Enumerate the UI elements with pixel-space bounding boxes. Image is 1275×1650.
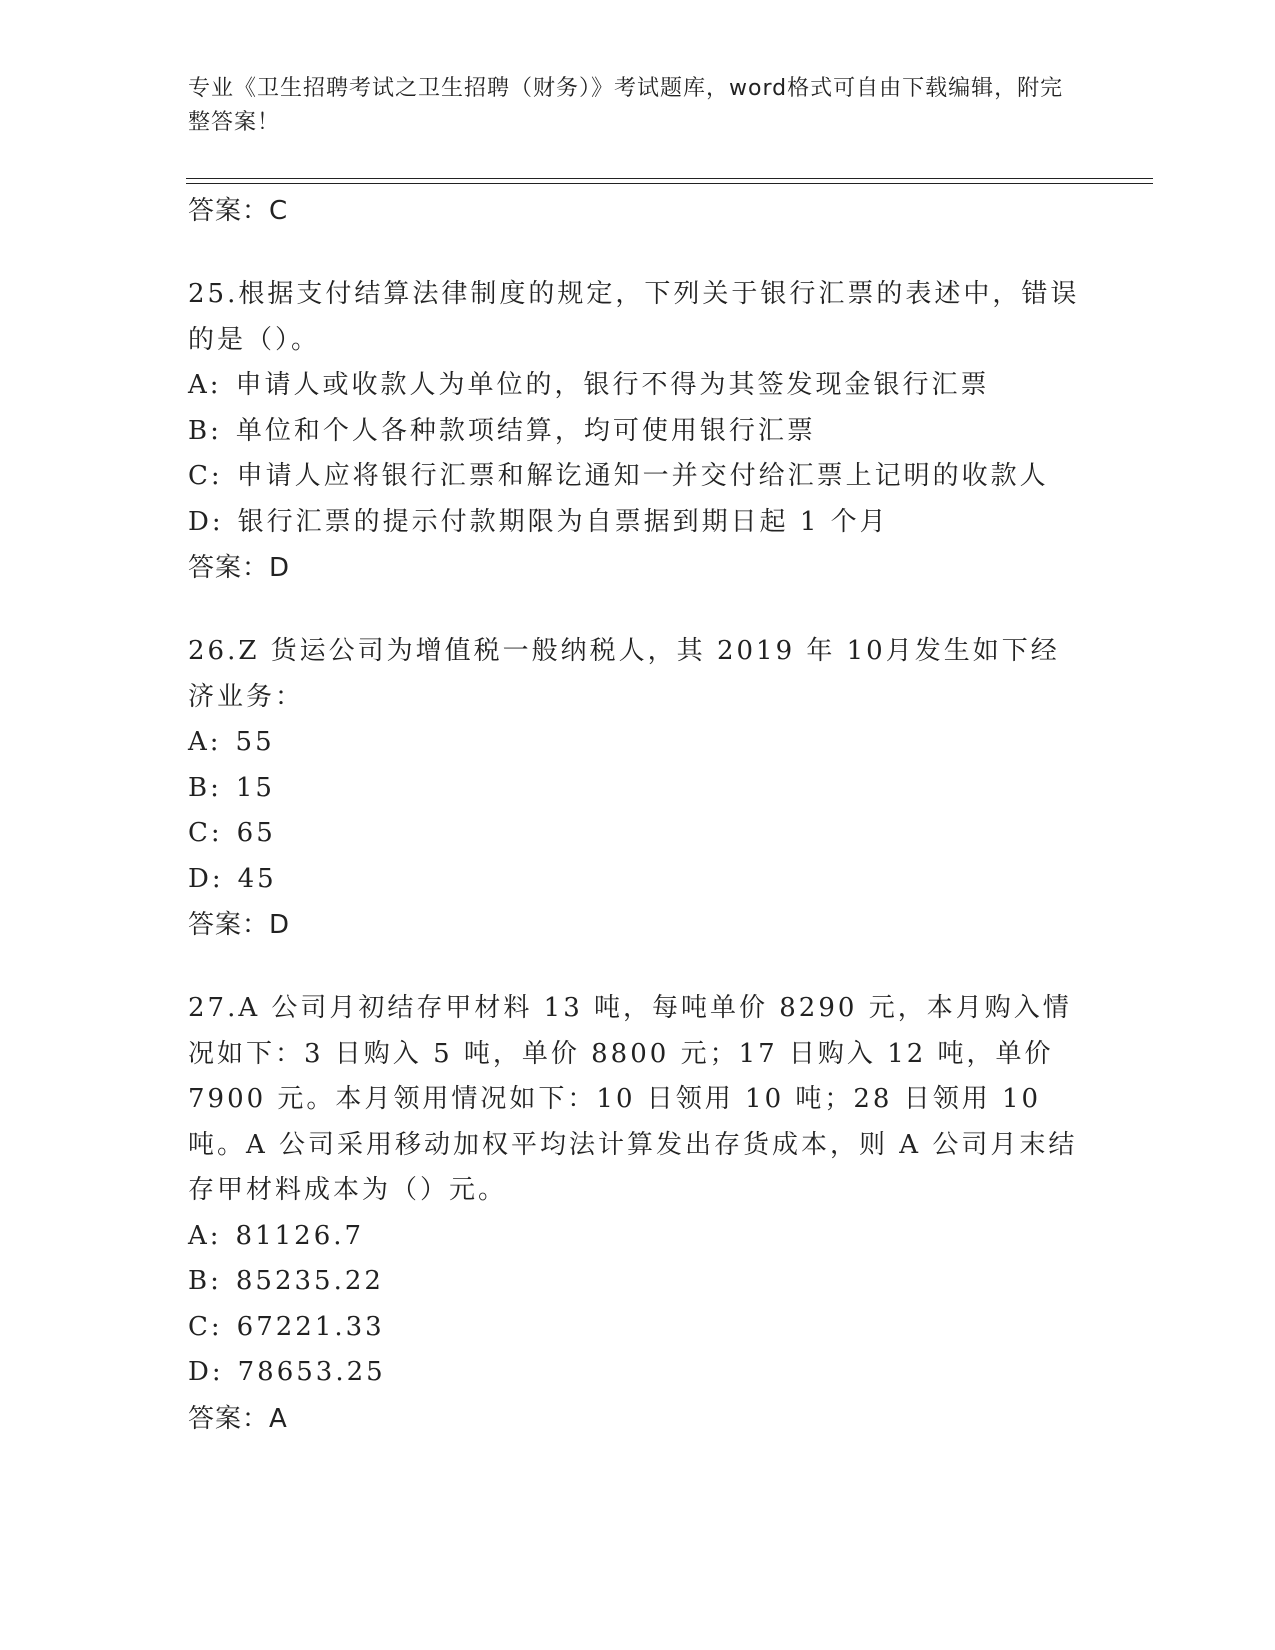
- document-header: 专业《卫生招聘考试之卫生招聘（财务）》考试题库，word格式可自由下载编辑，附完整答案！: [188, 76, 1064, 135]
- option-letter: C:: [188, 461, 223, 491]
- question-stem: 25.根据支付结算法律制度的规定，下列关于银行汇票的表述中，错误的是（）。: [188, 279, 1080, 355]
- option-d: [188, 1350, 1088, 1396]
- answer: 答案：D: [188, 910, 291, 940]
- option-b: [188, 1259, 1088, 1305]
- option-letter: D:: [188, 1357, 224, 1387]
- option-a: [188, 363, 1088, 409]
- option-text: 银行汇票的提示付款期限为自票据到期日起 1 个月: [237, 506, 889, 537]
- option-d: [188, 857, 1088, 903]
- question-27: [188, 986, 1088, 1442]
- option-a: [188, 720, 1088, 766]
- option-letter: B:: [188, 772, 222, 803]
- option-text: 67221.33: [236, 1311, 385, 1342]
- question-list: [188, 188, 1088, 1442]
- option-letter: A:: [188, 1220, 222, 1251]
- option-text: 55: [235, 727, 275, 757]
- option-letter: D:: [188, 863, 224, 894]
- option-text: 85235.22: [235, 1266, 384, 1296]
- option-text: 65: [236, 818, 276, 848]
- option-letter: B:: [188, 1266, 222, 1296]
- option-letter: C:: [188, 818, 223, 848]
- option-text: 15: [235, 772, 275, 803]
- option-c: [188, 811, 1088, 857]
- option-c: [188, 1305, 1088, 1351]
- header-rule-top: [186, 178, 1153, 179]
- question-stem: 27.A 公司月初结存甲材料 13 吨，每吨单价 8290 元，本月购入情况如下：3 日购入 5 吨，单价 8800 元；17 日购入 12 吨，单价 7900 元。本月领用情况如下：10 日领用 10 吨；28 日领用 10 吨。A 公司采用移动加权平均法计算发出存货成本，则 A 公司月末结存甲材料成本为（）元。: [188, 993, 1078, 1205]
- option-d: [188, 500, 1088, 546]
- option-letter: B:: [188, 415, 222, 446]
- option-text: 单位和个人各种款项结算，均可使用银行汇票: [235, 415, 816, 446]
- option-letter: C:: [188, 1311, 223, 1342]
- option-c: [188, 454, 1088, 500]
- header-rule-bottom: [186, 183, 1153, 184]
- option-text: 申请人应将银行汇票和解讫通知一并交付给汇票上记明的收款人: [236, 461, 1049, 491]
- question-26: [188, 629, 1088, 948]
- answer: 答案：D: [188, 553, 291, 583]
- question-25: [188, 272, 1088, 591]
- question-stem: 26.Z 货运公司为增值税一般纳税人，其 2019 年 10月发生如下经济业务：: [188, 636, 1060, 712]
- option-letter: A:: [188, 370, 222, 400]
- previous-answer: 答案：C: [188, 196, 289, 226]
- option-text: 申请人或收款人为单位的，银行不得为其签发现金银行汇票: [235, 370, 990, 400]
- option-a: [188, 1214, 1088, 1260]
- option-letter: D:: [188, 506, 224, 537]
- answer: 答案：A: [188, 1403, 288, 1434]
- option-text: 45: [237, 863, 277, 894]
- option-text: 81126.7: [235, 1220, 365, 1251]
- option-b: [188, 409, 1088, 455]
- option-b: [188, 766, 1088, 812]
- option-text: 78653.25: [237, 1357, 386, 1387]
- option-letter: A:: [188, 727, 222, 757]
